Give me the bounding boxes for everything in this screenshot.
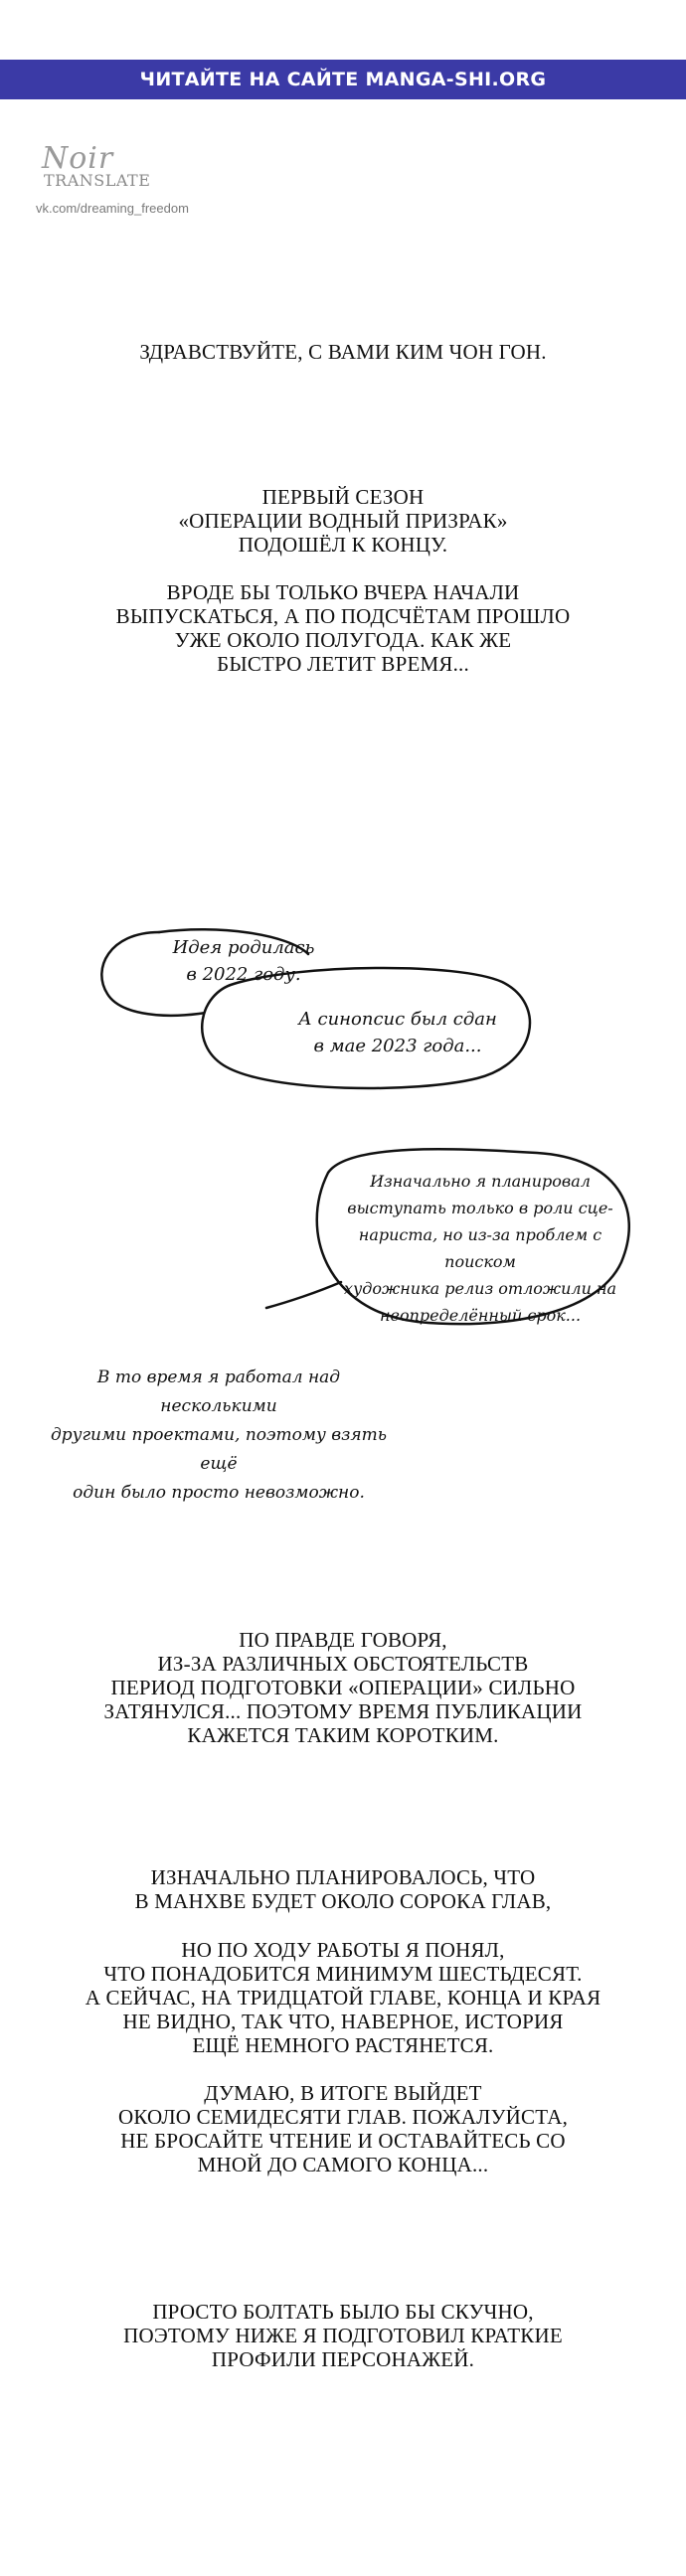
text-line: ПРОСТО БОЛТАТЬ БЫЛО БЫ СКУЧНО, (152, 2300, 534, 2324)
text-line: В то время я работал над несколькими (96, 1368, 341, 1416)
logo-script: Noir (42, 141, 114, 176)
text-line: ПЕРИОД ПОДГОТОВКИ «ОПЕРАЦИИ» СИЛЬНО (110, 1676, 576, 1699)
time-flies-text (0, 580, 686, 676)
text-line: в мае 2023 года... (313, 1036, 482, 1056)
plan-text (0, 1865, 686, 1913)
side-note-text (40, 1364, 398, 1508)
profiles-text (0, 2300, 686, 2371)
text-line: МНОЙ ДО САМОГО КОНЦА... (197, 2153, 489, 2176)
text-line: ПРОФИЛИ ПЕРСОНАЖЕЙ. (211, 2347, 475, 2371)
text-line: в 2022 году. (186, 964, 301, 985)
text-line: ЧТО ПОНАДОБИТСЯ МИНИМУМ ШЕСТЬДЕСЯТ. (103, 1962, 583, 1986)
text-line: УЖЕ ОКОЛО ПОЛУГОДА. КАК ЖЕ (174, 628, 512, 652)
text-line: Идея родилась (172, 937, 315, 958)
bubble-synopsis-text (283, 1006, 512, 1059)
text-line: «ОПЕРАЦИИ ВОДНЫЙ ПРИЗРАК» (178, 509, 508, 533)
text-line: другими проектами, поэтому взять ещё (50, 1425, 388, 1474)
bubble-idea-text (149, 934, 338, 988)
text-line: ИЗНАЧАЛЬНО ПЛАНИРОВАЛОСЬ, ЧТО (150, 1865, 536, 1889)
text-line: НЕ ВИДНО, ТАК ЧТО, НАВЕРНОЕ, ИСТОРИЯ (122, 2010, 564, 2033)
bubble-scenarist-text (336, 1168, 624, 1329)
logo-brand: TRANSLATE (44, 171, 151, 190)
text-line: ПЕРВЫЙ СЕЗОН (261, 485, 425, 509)
site-banner[interactable] (0, 60, 686, 99)
text-line: КАЖЕТСЯ ТАКИМ КОРОТКИМ. (187, 1723, 499, 1747)
text-line: НЕ БРОСАЙТЕ ЧТЕНИЕ И ОСТАВАЙТЕСЬ СО (120, 2129, 566, 2153)
text-line: А синопсис был сдан (298, 1009, 497, 1030)
translator-logo (36, 141, 189, 221)
text-line: ИЗ-ЗА РАЗЛИЧНЫХ ОБСТОЯТЕЛЬСТВ (157, 1652, 529, 1676)
text-line: неопределённый срок... (379, 1306, 582, 1325)
text-line: ПО ПРАВДЕ ГОВОРЯ, (239, 1628, 447, 1652)
speech-bubble-tail (266, 1282, 341, 1308)
text-line: ЕЩЁ НЕМНОГО РАСТЯНЕТСЯ. (192, 2033, 494, 2057)
text-line: ДУМАЮ, В ИТОГЕ ВЫЙДЕТ (204, 2081, 482, 2105)
text-line: А СЕЙЧАС, НА ТРИДЦАТОЙ ГЛАВЕ, КОНЦА И КРАЯ (85, 1986, 601, 2010)
logo-url: vk.com/dreaming_freedom (36, 201, 189, 216)
text-line: ЗАТЯНУЛСЯ... ПОЭТОМУ ВРЕМЯ ПУБЛИКАЦИИ (103, 1699, 583, 1723)
banner-text: ЧИТАЙТЕ НА САЙТЕ MANGA-SHI.ORG (139, 69, 547, 90)
season-end-text (0, 485, 686, 557)
text-line: ВРОДЕ БЫ ТОЛЬКО ВЧЕРА НАЧАЛИ (166, 580, 520, 604)
text-line: художника релиз отложили на (343, 1279, 617, 1298)
text-line: ПОЭТОМУ НИЖЕ Я ПОДГОТОВИЛ КРАТКИЕ (123, 2324, 563, 2347)
text-line: ЗДРАВСТВУЙТЕ, С ВАМИ КИМ ЧОН ГОН. (139, 340, 547, 364)
text-line: ОКОЛО СЕМИДЕСЯТИ ГЛАВ. ПОЖАЛУЙСТА, (117, 2105, 569, 2129)
greeting-text (0, 340, 686, 364)
text-line: один было просто невозможно. (73, 1483, 365, 1503)
text-line: В МАНХВЕ БУДЕТ ОКОЛО СОРОКА ГЛАВ, (134, 1889, 552, 1913)
text-line: выступать только в роли сце- (347, 1199, 613, 1217)
text-line: Изначально я планировал (370, 1172, 591, 1191)
progress-text (0, 1938, 686, 2057)
text-line: нариста, но из-за проблем с поиском (358, 1225, 602, 1271)
text-line: НО ПО ХОДУ РАБОТЫ Я ПОНЯЛ, (181, 1938, 505, 1962)
text-line: ПОДОШЁЛ К КОНЦУ. (238, 533, 448, 557)
text-line: ВЫПУСКАТЬСЯ, А ПО ПОДСЧЁТАМ ПРОШЛО (115, 604, 571, 628)
truth-text (0, 1628, 686, 1747)
estimate-text (0, 2081, 686, 2176)
text-line: БЫСТРО ЛЕТИТ ВРЕМЯ... (217, 652, 469, 676)
